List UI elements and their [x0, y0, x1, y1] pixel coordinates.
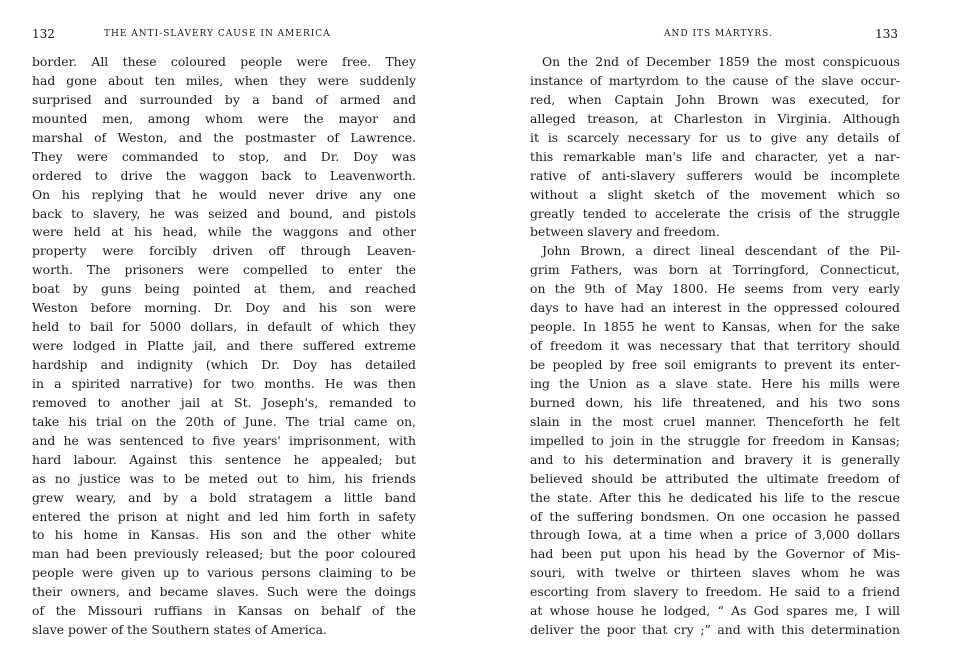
- right-page-number: 133: [875, 27, 898, 41]
- text-line: ing the Union as a slave state. Here his mills were: [530, 375, 900, 391]
- text-line: border. All these coloured people were free. They: [32, 54, 416, 69]
- text-line: souri, with twelve or thirteen slaves whom he was: [530, 565, 900, 581]
- text-line: entered the prison at night and led him forth in safety: [32, 508, 416, 524]
- text-line: burned down, his life threatened, and his two sons: [530, 394, 900, 410]
- text-line: boat by guns being pointed at them, and reached: [32, 281, 416, 297]
- text-line: marshal of Weston, and the postmaster of Lawrence.: [32, 129, 416, 145]
- text-line: and to his determination and bravery it is generally: [530, 451, 900, 467]
- text-line: held to bail for 5000 dollars, in default of which they: [32, 319, 416, 335]
- text-line: had gone about ten miles, when they were suddenly: [32, 72, 416, 88]
- text-line: to his home in Kansas. His son and the other white: [32, 527, 416, 543]
- text-line: slave power of the Southern states of America.: [32, 622, 327, 638]
- right-running-head: [524, 28, 898, 44]
- text-line: mounted men, among whom were the mayor and: [32, 110, 416, 126]
- text-line: John Brown, a direct lineal descendant of the Pil-: [542, 243, 900, 259]
- text-line: of the Missouri ruffians in Kansas on behalf of the: [32, 603, 416, 619]
- text-line: Weston before morning. Dr. Doy and his son were: [32, 300, 416, 316]
- text-line: hard labour. Against this sentence he appealed; but: [32, 451, 416, 467]
- text-line: greatly tended to accelerate the crisis of the struggle: [530, 205, 900, 221]
- text-line: take his trial on the 20th of June. The trial came on,: [32, 413, 416, 429]
- text-line: of freedom it was necessary that that territory should: [530, 338, 900, 354]
- left-body-text: [32, 53, 416, 640]
- text-line: without a slight sketch of the movement which so: [530, 186, 900, 202]
- right-body-text: [530, 53, 900, 640]
- text-line: grew weary, and by a bold stratagem a little band: [32, 489, 416, 505]
- text-line: as no justice was to be meted out to him, his friends: [32, 470, 416, 486]
- text-line: be peopled by free soil emigrants to prevent its enter-: [530, 357, 900, 372]
- text-line: removed to another jail at St. Joseph's, remanded to: [32, 394, 416, 410]
- text-line: of the suffering bondsmen. On one occasion he passed: [530, 508, 900, 524]
- text-line: it is scarcely necessary for us to give any details of: [530, 129, 900, 145]
- text-line: instance of martyrdom to the cause of the slave occur-: [530, 72, 900, 88]
- text-line: hardship and indignity (which Dr. Doy has detailed: [32, 357, 416, 372]
- text-line: rative of anti-slavery sufferers would be incomplete: [530, 167, 900, 183]
- text-line: between slavery and freedom.: [530, 224, 720, 240]
- text-line: slain in the most cruel manner. Thenceforth he felt: [530, 413, 900, 429]
- text-line: the state. After this he dedicated his life to the rescue: [530, 489, 900, 505]
- text-line: man had been previously released; but the poor coloured: [32, 546, 416, 562]
- right-running-title: AND ITS MARTYRS.: [664, 29, 773, 39]
- right-page: [490, 0, 980, 668]
- text-line: alleged treason, at Charleston in Virginia. Although: [530, 110, 900, 126]
- left-running-head: [32, 28, 416, 44]
- text-line: red, when Captain John Brown was executed, for: [530, 91, 900, 107]
- text-line: On his replying that he would never drive any one: [32, 186, 416, 202]
- text-line: at whose house he lodged, “ As God spares me, I will: [530, 603, 900, 619]
- text-line: people. In 1855 he went to Kansas, when for the sake: [530, 319, 900, 335]
- text-line: this remarkable man's life and character, yet a nar-: [530, 148, 900, 164]
- text-line: worth. The prisoners were compelled to enter the: [32, 262, 416, 278]
- text-line: ordered to drive the waggon back to Leavenworth.: [32, 167, 416, 183]
- text-line: deliver the poor that cry ;” and with this determination: [530, 622, 900, 638]
- text-line: They were commanded to stop, and Dr. Doy was: [32, 148, 416, 164]
- text-line: were held at his head, while the waggons and other: [32, 224, 416, 240]
- text-line: surprised and surrounded by a band of armed and: [32, 91, 416, 107]
- text-line: through Iowa, at a time when a price of 3,000 dollars: [530, 527, 900, 543]
- text-line: their owners, and became slaves. Such were the doings: [32, 584, 416, 600]
- text-line: in a spirited narrative) for two months. He was then: [32, 375, 416, 391]
- text-line: impelled to join in the struggle for freedom in Kansas;: [530, 432, 900, 448]
- text-line: property were forcibly driven off through Leaven-: [32, 243, 416, 259]
- text-line: people were given up to various persons claiming to be: [32, 565, 416, 581]
- text-line: On the 2nd of December 1859 the most conspicuous: [542, 54, 900, 69]
- text-line: escorting from slavery to freedom. He said to a friend: [530, 584, 900, 600]
- text-line: had been put upon his head by the Governor of Mis-: [530, 546, 900, 562]
- text-line: and he was sentenced to five years' imprisonment, with: [32, 432, 416, 448]
- text-line: days to have had an interest in the oppressed coloured: [530, 300, 900, 316]
- text-line: were lodged in Platte jail, and there suffered extreme: [32, 338, 416, 354]
- left-page-number: 132: [32, 27, 55, 41]
- text-line: grim Fathers, was born at Torringford, Connecticut,: [530, 262, 900, 278]
- text-line: back to slavery, he was seized and bound, and pistols: [32, 205, 416, 221]
- text-line: believed should be attributed the ultimate freedom of: [530, 470, 900, 486]
- left-running-title: THE ANTI-SLAVERY CAUSE IN AMERICA: [104, 29, 331, 39]
- text-line: on the 9th of May 1800. He seems from very early: [530, 281, 900, 297]
